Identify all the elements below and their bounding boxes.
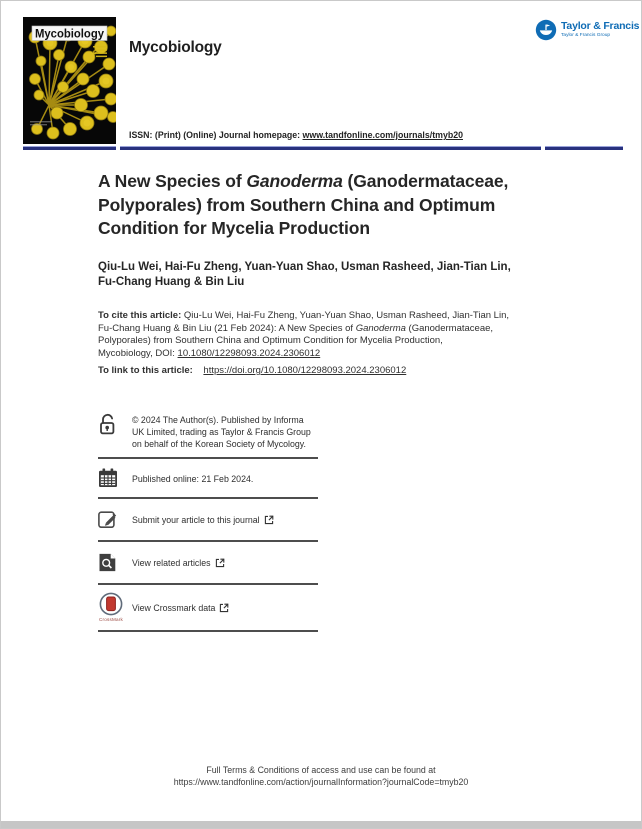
header-divider: [120, 146, 541, 150]
page-edge-bar: [1, 821, 641, 828]
doi-url-link[interactable]: https://doi.org/10.1080/12298093.2024.2306012: [203, 365, 407, 376]
citation-block: To cite this article: Qiu-Lu Wei, Hai-Fu Zheng, Yuan-Yuan Shao, Usman Rasheed, Jian-Tian Lin, Fu-Chang Huang & Bin Liu (21 Feb 2024): A New Species of Ganoderma (Ganodermataceae, Polyporales) from Southern China and Optimum Condition for Mycelia Production, Mycobiology, DOI: 10.1080/12298093.2024.2306012: [98, 310, 509, 359]
genus-italic: Ganoderma: [246, 171, 343, 191]
license-row: [98, 405, 318, 459]
open-access-icon: [98, 413, 132, 435]
crossmark-link[interactable]: View Crossmark data: [132, 602, 216, 613]
issn-label: ISSN: (Print) (Online) Journal homepage:: [129, 130, 301, 140]
external-link-icon: [215, 558, 225, 568]
journal-heading: Mycobiology: [129, 39, 222, 56]
terms-footer: [1, 765, 641, 788]
article-info-table: [98, 405, 318, 632]
author-list: Qiu-Lu Wei, Hai-Fu Zheng, Yuan-Yuan Shao, Usman Rasheed, Jian-Tian Lin, Fu-Chang Huang & Bin Liu: [98, 261, 511, 288]
related-articles-link[interactable]: View related articles: [132, 558, 211, 568]
journal-cover-image: [23, 17, 116, 144]
logo-title: Taylor & Francis: [561, 20, 640, 33]
cover-title: Mycobiology: [35, 26, 105, 41]
submit-article-row[interactable]: [98, 499, 318, 542]
calendar-icon: [98, 468, 132, 488]
related-articles-icon: [98, 553, 132, 572]
taylor-francis-globe-icon: [535, 19, 557, 41]
crossmark-caption: CrossMark: [98, 617, 123, 622]
journal-homepage-link[interactable]: www.tandfonline.com/journals/tmyb20: [302, 130, 463, 140]
link-label: To link to this article:: [98, 365, 193, 376]
article-title: A New Species of Ganoderma (Ganodermataceae, Polyporales) from Southern China and Optimum Condition for Mycelia Production: [98, 171, 509, 238]
header-divider: [23, 146, 116, 150]
crossmark-row[interactable]: [98, 585, 318, 632]
published-row: [98, 459, 318, 499]
crossmark-icon: [98, 592, 124, 622]
header-divider: [545, 146, 623, 150]
doi-link[interactable]: 10.1080/12298093.2024.2306012: [177, 347, 321, 359]
license-text: © 2024 The Author(s). Published by Informa UK Limited, trading as Taylor & Francis Group on behalf of the Korean Society of Mycology.: [132, 415, 311, 449]
related-articles-row[interactable]: [98, 542, 318, 585]
article-link-line: [98, 365, 568, 376]
terms-url: https://www.tandfonline.com/action/journalInformation?journalCode=tmyb20: [173, 776, 469, 787]
terms-line: Full Terms & Conditions of access and use can be found at: [206, 765, 436, 775]
logo-subtitle: Taylor & Francis Group: [561, 32, 611, 38]
issn-homepage-line: [129, 130, 463, 140]
cover-art: [23, 17, 116, 144]
taylor-francis-logo: [535, 19, 639, 41]
external-link-icon: [219, 603, 229, 613]
submit-article-link[interactable]: Submit your article to this journal: [132, 515, 260, 525]
published-online-text: Published online: 21 Feb 2024.: [132, 473, 254, 484]
external-link-icon: [264, 515, 274, 525]
cite-label: To cite this article:: [98, 310, 182, 321]
submit-pencil-icon: [98, 510, 132, 529]
